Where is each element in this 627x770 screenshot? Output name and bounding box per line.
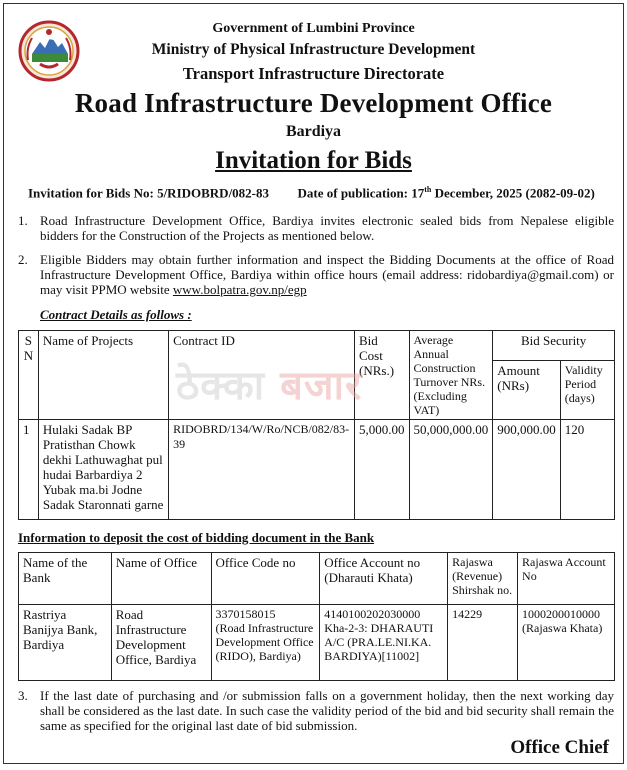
office-code-header: Office Code no: [211, 553, 320, 605]
page-title: Invitation for Bids: [215, 147, 412, 174]
row-validity: 120: [560, 420, 614, 520]
bank-info-table: [18, 552, 615, 681]
row-office-name: Road Infrastructure Development Office, Bardiya: [111, 605, 211, 681]
date-rest: December, 2025 (2082-09-02): [434, 185, 595, 201]
directorate-line: Transport Infrastructure Directorate: [182, 64, 445, 83]
row-bank-name: Rastriya Banijya Bank, Bardiya: [19, 605, 112, 681]
ministry-line: Ministry of Physical Infrastructure Development: [151, 41, 476, 58]
bank-name-header: Name of the Bank: [19, 553, 112, 605]
account-no-header: Office Account no (Dharauti Khata): [320, 553, 448, 605]
row-account-no: 4140100202030000 Kha-2-3: DHARAUTI A/C (PRA.LE.NI.KA. BARDIYA)[11002]: [320, 605, 448, 681]
paragraph-2-text: Eligible Bidders may obtain further information and inspect the Bidding Documents at the office of Road Infrastructure Development Office, Bardiya within office hours (email address: ridobardiya@gmail.com) or may visit PPMO website: [40, 252, 614, 297]
bid-no-value: 5/RIDOBRD/082-83: [157, 185, 270, 201]
row-security-amount: 900,000.00: [493, 420, 561, 520]
amount-header: Amount (NRs): [493, 360, 561, 419]
row-office-code-number: 3370158015: [215, 607, 276, 621]
paragraph-1-number: 1.: [18, 213, 28, 228]
row-sn: 1: [19, 420, 39, 520]
validity-header: Validity Period (days): [560, 360, 614, 419]
paragraph-3-text: If the last date of purchasing and /or submission falls on a government holiday, then the next working day shall be considered as the last date. In such case the validity period of the bid and bid security shall remain the same as specified for the original last date of bid submission.: [40, 688, 614, 733]
sn-header: [19, 331, 39, 420]
government-line: Government of Lumbini Province: [212, 21, 415, 36]
row-office-code-detail: (Road Infrastructure Development Office (RIDO), Bardiya): [215, 621, 314, 663]
bid-notice-page: [3, 3, 624, 764]
office-name-header: Name of Office: [111, 553, 211, 605]
table-row: [19, 605, 615, 681]
row-revenue-shirshak: 14229: [448, 605, 518, 681]
sn-header-s: S: [24, 333, 33, 348]
revenue-account-header: Rajaswa Account No: [518, 553, 615, 605]
paragraph-1: [18, 213, 614, 243]
paragraph-2-number: 2.: [18, 252, 28, 267]
row-turnover: 50,000,000.00: [409, 420, 493, 520]
bid-security-header: Bid Security: [493, 331, 615, 361]
sn-header-n: N: [23, 348, 34, 363]
row-contract-id: RIDOBRD/134/W/Ro/NCB/082/83-39: [169, 420, 355, 520]
contract-id-header: Contract ID: [169, 331, 355, 420]
paragraph-3: [18, 688, 614, 733]
date-day: 17: [411, 185, 425, 201]
row-revenue-account-detail: (Rajaswa Khata): [522, 621, 603, 635]
bid-cost-header: Bid Cost (NRs.): [355, 331, 410, 420]
row-bid-cost: 5,000.00: [355, 420, 410, 520]
bid-no-label: Invitation for Bids No:: [28, 185, 154, 201]
thekka-bajar-watermark: [176, 356, 362, 411]
row-revenue-account-number: 1000200010000: [522, 607, 601, 621]
office-title: Road Infrastructure Development Office: [74, 88, 553, 118]
bid-reference-line: [28, 185, 595, 201]
project-name-header: Name of Projects: [38, 331, 168, 420]
row-office-code: [211, 605, 320, 681]
contract-details-heading: Contract Details as follows :: [40, 307, 192, 322]
district-line: Bardiya: [285, 123, 342, 140]
row-project-name: Hulaki Sadak BP Pratisthan Chowk dekhi Lathuwaghat pul hudai Barbardiya 2 Yubak ma.bi Jodne Sadak Staronnati garne: [38, 420, 168, 520]
office-chief-signature: Office Chief: [510, 737, 609, 758]
bank-info-heading: Information to deposit the cost of bidding document in the Bank: [18, 530, 375, 545]
date-suffix: th: [424, 185, 432, 194]
row-revenue-account: [518, 605, 615, 681]
ppmo-website-link[interactable]: www.bolpatra.gov.np/egp: [172, 282, 307, 297]
watermark-part-1: ठेक्का: [176, 363, 266, 409]
date-label: Date of publication:: [297, 185, 409, 201]
revenue-shirshak-header: Rajaswa (Revenue) Shirshak no.: [448, 553, 518, 605]
watermark-part-2: बजार: [280, 363, 363, 409]
paragraph-1-text: Road Infrastructure Development Office, Bardiya invites electronic sealed bids from Nepalese eligible bidders for the Construction of the Projects as mentioned below.: [40, 213, 614, 243]
table-row: [19, 420, 615, 520]
paragraph-3-number: 3.: [18, 688, 28, 703]
paragraph-2: [18, 252, 614, 297]
turnover-header: Average Annual Construction Turnover NRs. (Excluding VAT): [409, 331, 493, 420]
